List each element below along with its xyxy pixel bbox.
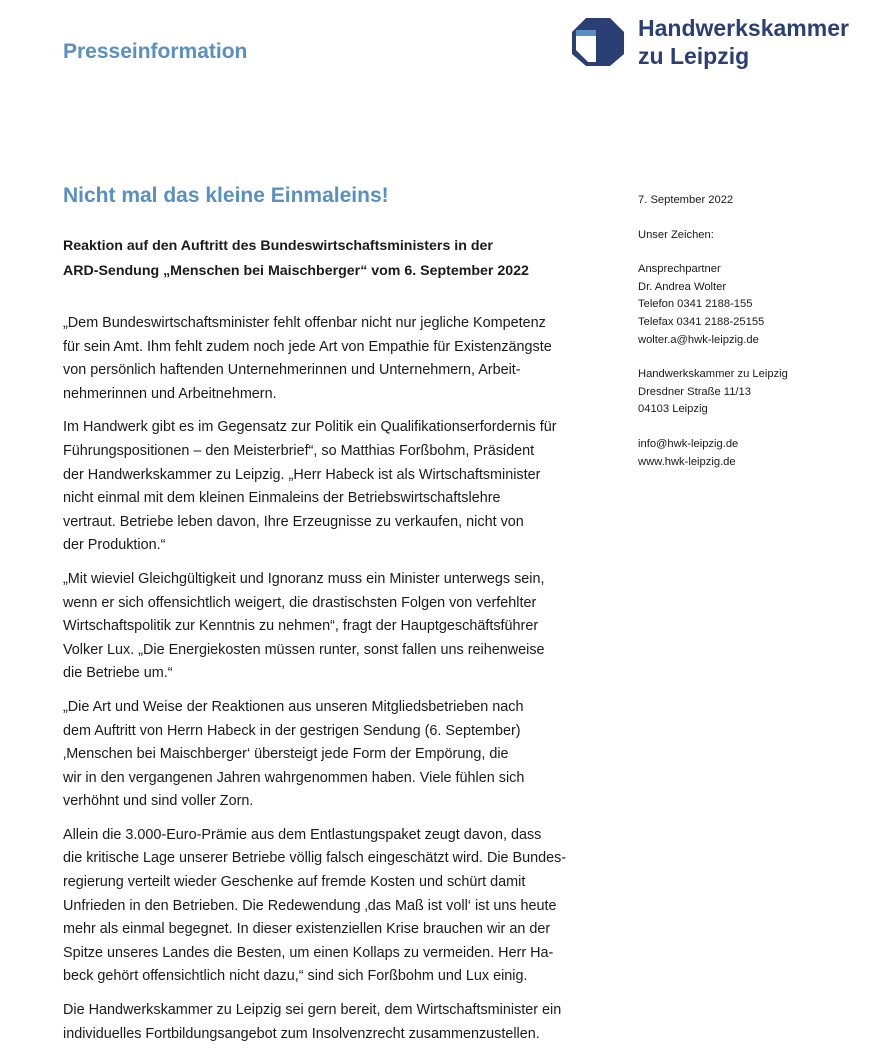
text-line: Wirtschaftspolitik zur Kenntnis zu nehmen“, fragt der Hauptgeschäftsführer xyxy=(63,618,539,635)
text-line: beck gehört offensichtlich nicht dazu,“ sind sich Forßbohm und Lux einig. xyxy=(63,968,528,985)
sidebar-address-block xyxy=(638,366,868,419)
text-line: dem Auftritt von Herrn Habeck in der gestrigen Sendung (6. September) xyxy=(63,722,521,739)
contact-email[interactable]: wolter.a@hwk-leipzig.de xyxy=(638,333,759,346)
paragraph xyxy=(63,416,623,558)
address-city: 04103 Leipzig xyxy=(638,403,708,416)
sidebar-date-block xyxy=(638,192,868,210)
paragraph xyxy=(63,568,623,686)
text-line: die Betriebe um.“ xyxy=(63,665,173,682)
text-line: „Mit wieviel Gleichgültigkeit und Ignoranz muss ein Minister unterwegs sein, xyxy=(63,570,545,587)
address-org: Handwerkskammer zu Leipzig xyxy=(638,368,788,381)
article-body xyxy=(63,312,623,1056)
text-line: von persönlich haftenden Unternehmerinnen und Unternehmern, Arbeit- xyxy=(63,362,521,379)
text-line: Unfrieden in den Betrieben. Die Redewendung ‚das Maß ist voll‘ ist uns heute xyxy=(63,897,557,914)
text-line: Spitze unseres Landes die Besten, um einen Kollaps zu vermeiden. Herr Ha- xyxy=(63,944,554,961)
text-line: nehmerinnen und Arbeitnehmern. xyxy=(63,385,277,402)
text-line: ‚Menschen bei Maischberger‘ übersteigt jede Form der Empörung, die xyxy=(63,746,509,763)
article-subheadline xyxy=(63,234,603,284)
logo-line-2: zu Leipzig xyxy=(638,43,750,69)
contact-heading: Ansprechpartner xyxy=(638,263,721,276)
text-line: wir in den vergangenen Jahren wahrgenommen haben. Viele fühlen sich xyxy=(63,769,525,786)
contact-sidebar xyxy=(638,192,868,488)
release-date: 7. September 2022 xyxy=(638,194,734,206)
logo-wordmark xyxy=(638,14,873,70)
text-line: „Die Art und Weise der Reaktionen aus unseren Mitgliedsbetrieben nach xyxy=(63,698,524,715)
text-line: für sein Amt. Ihm fehlt zudem noch jede Art von Empathie für Existenzängste xyxy=(63,338,552,355)
sidebar-web-block xyxy=(638,436,868,471)
contact-fax: Telefax 0341 2188-25155 xyxy=(638,315,765,328)
info-email[interactable]: info@hwk-leipzig.de xyxy=(638,437,739,450)
text-line: nicht einmal mit dem kleinen Einmaleins der Betriebswirtschaftslehre xyxy=(63,490,501,507)
paragraph xyxy=(63,999,623,1046)
text-line: verhöhnt und sind voller Zorn. xyxy=(63,793,254,810)
press-info-label: Presseinformation xyxy=(63,40,248,63)
text-line: Die Handwerkskammer zu Leipzig sei gern bereit, dem Wirtschaftsminister ein xyxy=(63,1002,562,1019)
subheadline-line: ARD-Sendung „Menschen bei Maischberger“ vom 6. September 2022 xyxy=(63,263,529,279)
subheadline-line: Reaktion auf den Auftritt des Bundeswirtschaftsministers in der xyxy=(63,238,493,254)
reference-label: Unser Zeichen: xyxy=(638,228,714,241)
text-line: Allein die 3.000-Euro-Prämie aus dem Entlastungspaket zeugt davon, dass xyxy=(63,826,542,843)
text-line: der Produktion.“ xyxy=(63,537,166,554)
paragraph xyxy=(63,696,623,814)
text-line: wenn er sich offensichtlich weigert, die drastischsten Folgen von verfehlter xyxy=(63,594,537,611)
text-line: Führungspositionen – den Meisterbrief“, so Matthias Forßbohm, Präsident xyxy=(63,442,535,459)
text-line: vertraut. Betriebe leben davon, Ihre Erzeugnisse zu verkaufen, nicht von xyxy=(63,513,524,530)
contact-phone: Telefon 0341 2188-155 xyxy=(638,298,753,311)
text-line: regierung verteilt wieder Geschenke auf fremde Kosten und schürt damit xyxy=(63,874,526,891)
text-line: individuelles Fortbildungsangebot zum Insolvenzrecht zusammenzustellen. xyxy=(63,1025,540,1042)
paragraph xyxy=(63,824,623,989)
article-headline: Nicht mal das kleine Einmaleins! xyxy=(63,184,389,207)
text-line: „Dem Bundeswirtschaftsminister fehlt offenbar nicht nur jegliche Kompetenz xyxy=(63,315,546,331)
logo-line-1: Handwerkskammer xyxy=(638,15,849,41)
website-link[interactable]: www.hwk-leipzig.de xyxy=(638,455,736,468)
contact-name: Dr. Andrea Wolter xyxy=(638,280,727,293)
sidebar-contact-block xyxy=(638,261,868,349)
text-line: der Handwerkskammer zu Leipzig. „Herr Habeck ist als Wirtschaftsminister xyxy=(63,466,541,483)
hwk-logo-icon xyxy=(570,16,626,68)
address-street: Dresdner Straße 11/13 xyxy=(638,385,751,398)
text-line: die kritische Lage unserer Betriebe völlig falsch eingeschätzt wird. Die Bundes- xyxy=(63,850,567,867)
text-line: Im Handwerk gibt es im Gegensatz zur Politik ein Qualifikationserfordernis für xyxy=(63,419,557,436)
text-line: Volker Lux. „Die Energiekosten müssen runter, sonst fallen uns reihenweise xyxy=(63,641,545,658)
text-line: mehr als einmal begegnet. In dieser existenziellen Krise brauchen wir an der xyxy=(63,921,551,938)
paragraph xyxy=(63,312,623,406)
sidebar-reference-block xyxy=(638,227,868,245)
